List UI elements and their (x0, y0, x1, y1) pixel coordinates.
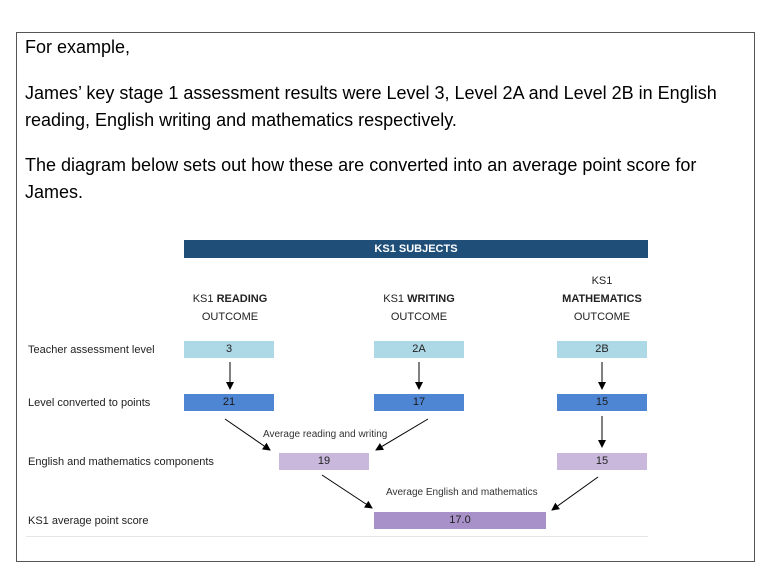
level-maths-box: 2B (557, 341, 647, 358)
arrow-maths-to-average (552, 477, 598, 510)
column-subject: READING (216, 293, 268, 305)
column-prefix: KS1 (591, 275, 613, 287)
points-reading-box: 21 (184, 394, 274, 411)
component-maths-box: 15 (557, 453, 647, 470)
column-subject: WRITING (407, 293, 455, 305)
note-average-reading-writing: Average reading and writing (263, 429, 388, 440)
ks1-subjects-banner: KS1 SUBJECTS (184, 240, 648, 258)
arrow-reading-to-english (225, 419, 270, 450)
row-label-components: English and mathematics components (28, 456, 214, 468)
column-suffix: OUTCOME (201, 311, 259, 323)
level-reading-box: 3 (184, 341, 274, 358)
column-subject: MATHEMATICS (562, 293, 642, 305)
points-maths-box: 15 (557, 394, 647, 411)
row-label-average: KS1 average point score (28, 515, 149, 527)
column-prefix: KS1 (383, 293, 405, 305)
row-label-teacher: Teacher assessment level (28, 344, 155, 356)
row-label-points: Level converted to points (28, 397, 151, 409)
column-prefix: KS1 (192, 293, 214, 305)
level-writing-box: 2A (374, 341, 464, 358)
intro-line-1: For example, (25, 37, 131, 57)
average-score-box: 17.0 (374, 512, 546, 529)
column-suffix: OUTCOME (390, 311, 448, 323)
arrow-writing-to-english (376, 419, 428, 450)
intro-line-3: The diagram below sets out how these are converted into an average point score for James. (25, 155, 697, 202)
column-suffix: OUTCOME (573, 311, 631, 323)
component-english-box: 19 (279, 453, 369, 470)
note-average-english-maths: Average English and mathematics (386, 487, 538, 498)
arrow-english-to-average (322, 475, 372, 508)
points-writing-box: 17 (374, 394, 464, 411)
intro-line-2: James’ key stage 1 assessment results were Level 3, Level 2A and Level 2B in English reading, English writing and mathematics respectively. (25, 83, 717, 130)
